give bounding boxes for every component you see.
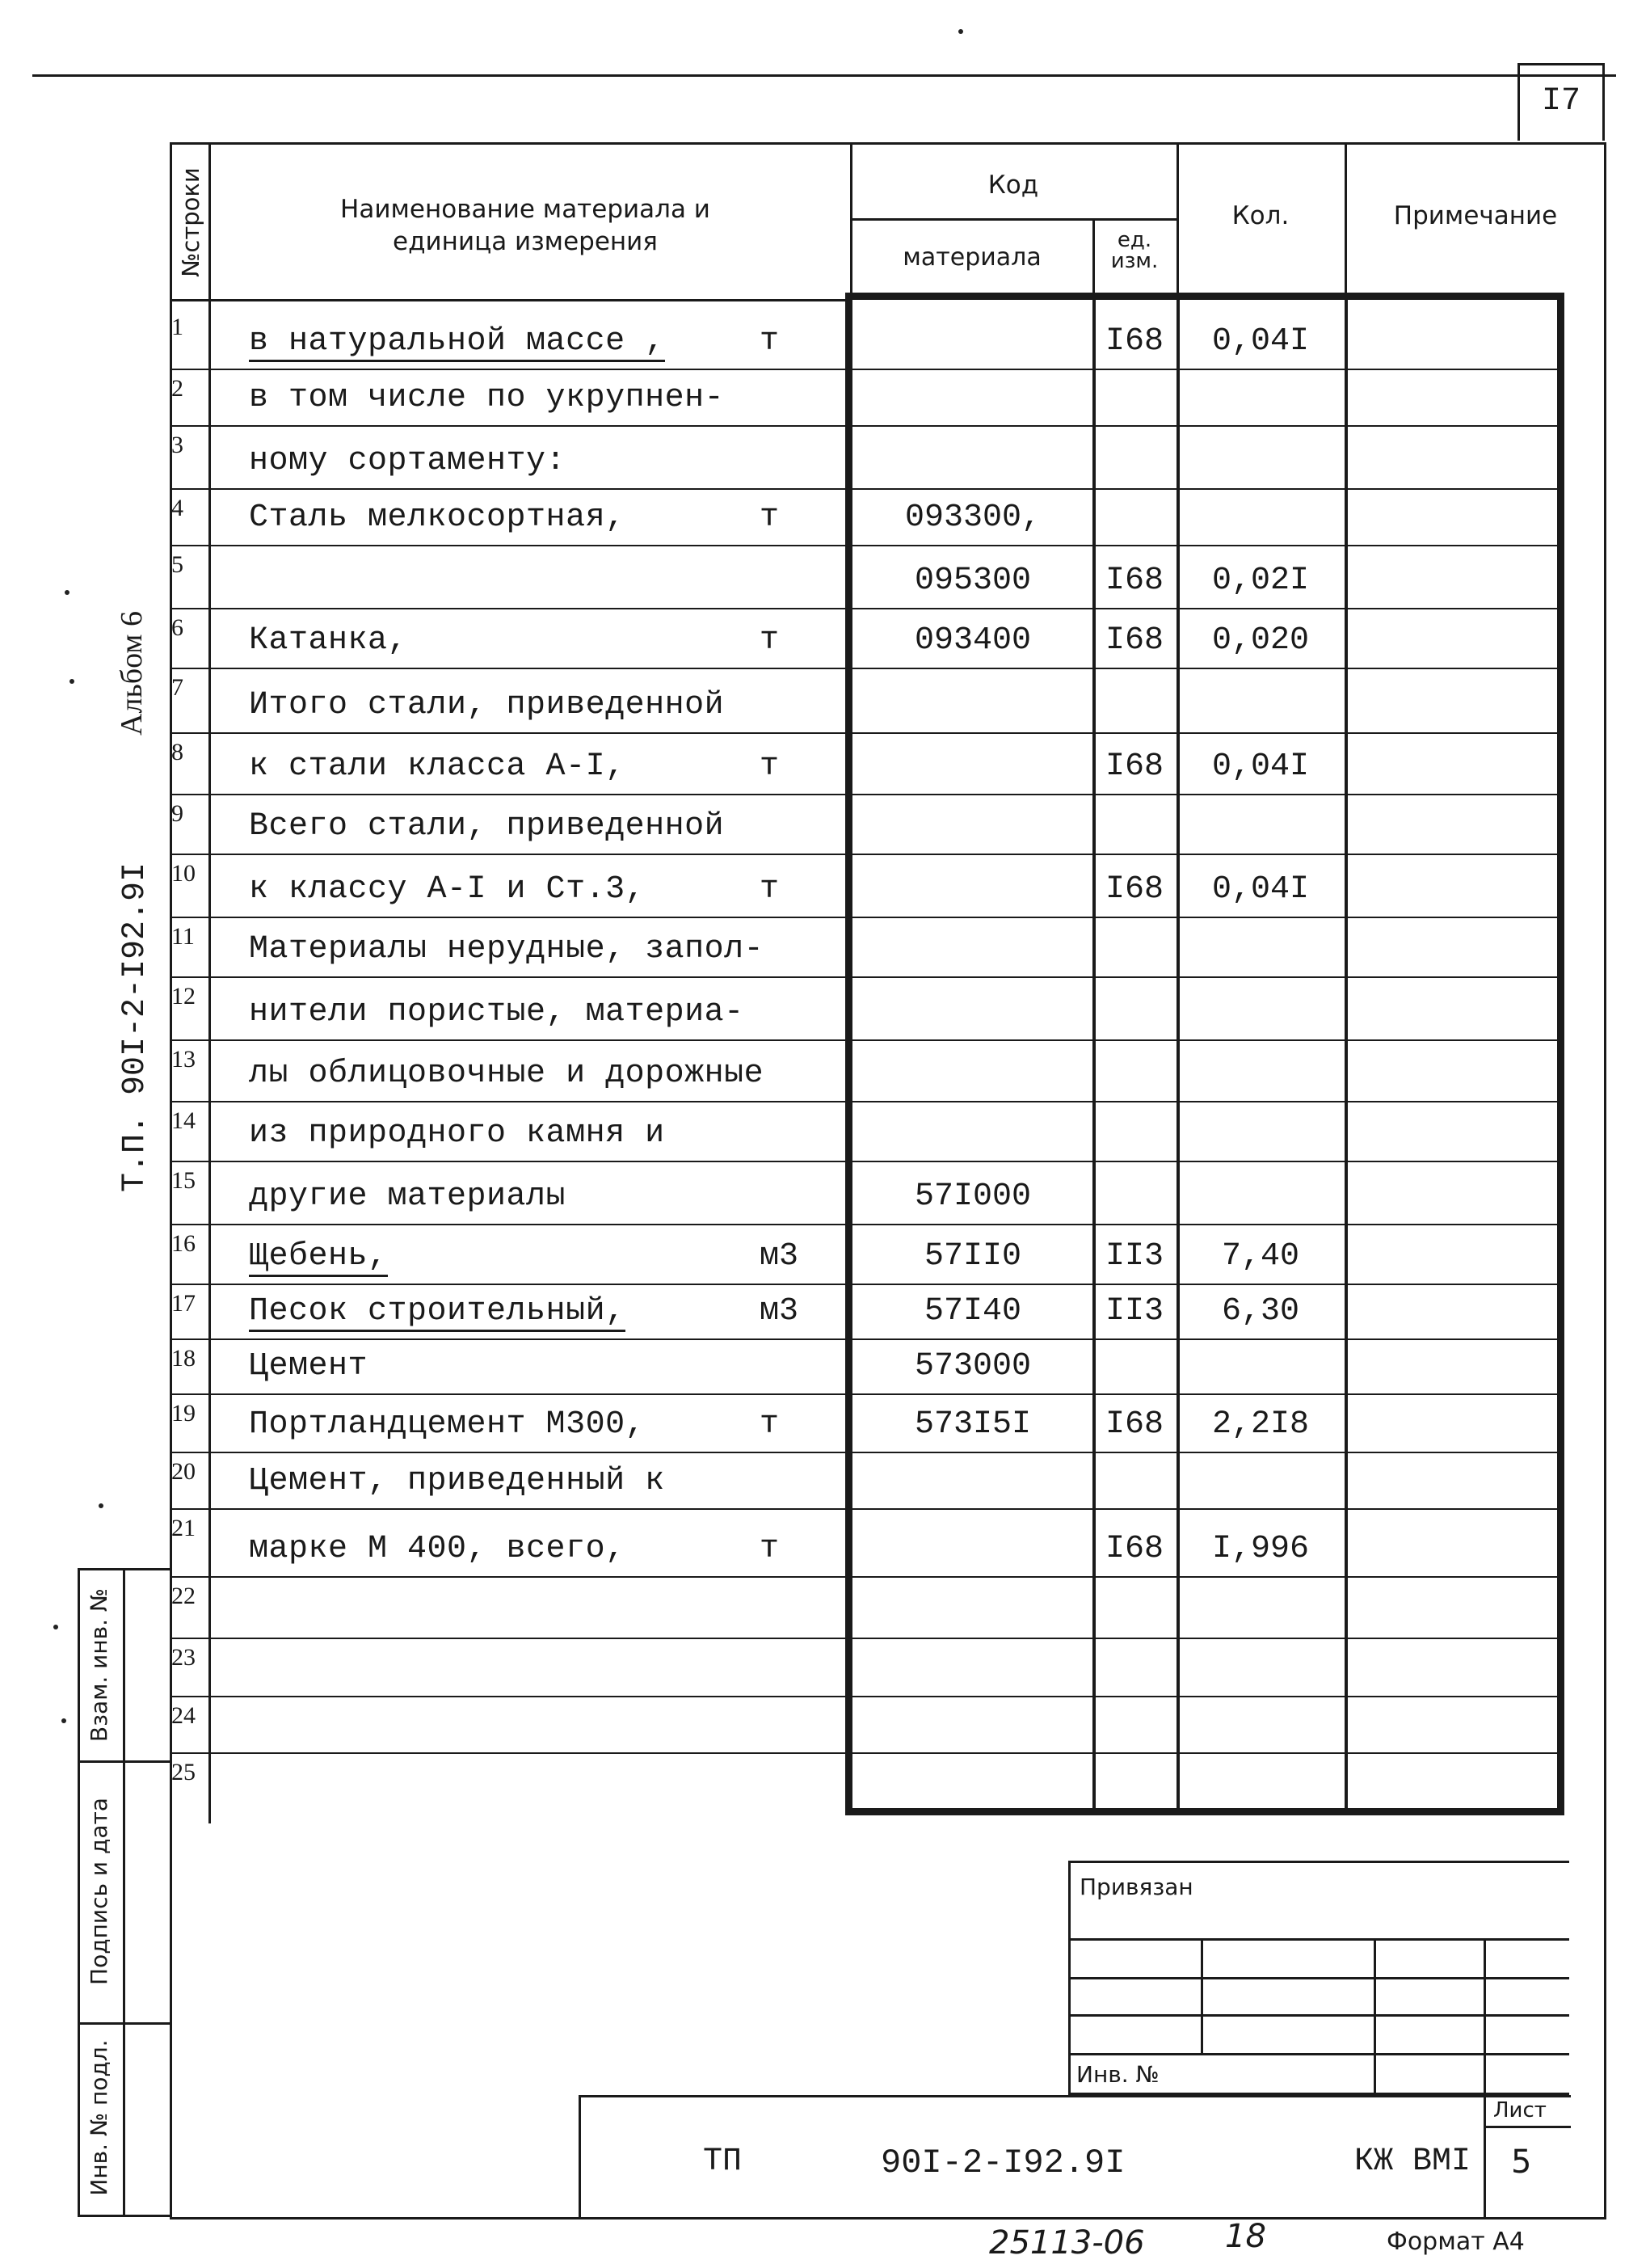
row-separator [170, 1284, 1564, 1285]
row-quantity: 0,04I [1211, 323, 1310, 360]
footer-order-no: 25113-06 [989, 2224, 1145, 2262]
footer-sheet: 18 [1225, 2218, 1266, 2255]
stamp-line-1 [1068, 1938, 1569, 1941]
stamp-line-4 [1068, 2053, 1569, 2055]
stamp-vline-3 [1484, 1938, 1486, 2095]
row-quantity: I,996 [1211, 1531, 1310, 1567]
row-unit-code: I68 [1105, 563, 1164, 599]
hdr-bottom [170, 299, 848, 301]
row-material-code: 093400 [914, 622, 1032, 659]
row-material-code: 573I5I [914, 1406, 1032, 1443]
side-album: Альбом 6 [115, 611, 149, 736]
row-number: 13 [171, 1046, 196, 1073]
row-number: 3 [171, 432, 183, 458]
row-number: 9 [171, 800, 183, 827]
header-name-line1: Наименование материала и [340, 195, 710, 224]
side-strip-mid [123, 1568, 125, 2215]
stamp-privyazan: Привязан [1080, 1874, 1193, 1900]
stamp-tp: ТП [703, 2144, 743, 2180]
row-number: 23 [171, 1644, 196, 1671]
row-unit: м3 [760, 1238, 799, 1275]
header-code: Код [987, 171, 1039, 200]
row-number: 2 [171, 375, 183, 402]
stamp-inv-no: Инв. № [1076, 2061, 1160, 2088]
row-number: 14 [171, 1107, 196, 1134]
hdr-div-2 [850, 142, 852, 299]
row-separator [170, 976, 1564, 978]
row-number: 12 [171, 983, 196, 1010]
row-separator [170, 1224, 1564, 1225]
header-name-line2: единица измерения [393, 227, 658, 256]
hdr-div-3 [1092, 218, 1095, 299]
row-separator [170, 794, 1564, 795]
row-unit: т [760, 871, 780, 908]
row-number: 20 [171, 1458, 196, 1485]
side-strip-div-2 [78, 2022, 170, 2025]
row-material-code: 573000 [914, 1348, 1032, 1385]
stamp-line-2 [1068, 1977, 1569, 1979]
row-number: 11 [171, 923, 195, 950]
row-name: Итого стали, приведенной [249, 687, 725, 723]
row-name: к стали класса А-I, [249, 748, 625, 785]
row-separator [170, 917, 1564, 918]
row-material-code: 57I000 [914, 1178, 1032, 1215]
row-number: 7 [171, 674, 183, 701]
side-podpis: Подпись и дата [86, 1798, 112, 1985]
row-material-code: 093300, [904, 500, 1042, 536]
row-separator [170, 854, 1564, 855]
row-separator [170, 1508, 1564, 1510]
speck [69, 679, 74, 684]
header-row-no: №строки [177, 167, 204, 277]
row-number: 24 [171, 1702, 196, 1729]
row-unit-code: II3 [1105, 1293, 1164, 1330]
row-name: Песок строительный, [249, 1293, 625, 1332]
row-name: Цемент [249, 1348, 368, 1385]
row-number: 10 [171, 860, 196, 887]
side-inv-podl: Инв. № подл. [86, 2039, 112, 2196]
row-name: в том числе по укрупнен- [249, 380, 725, 416]
row-name: лы облицовочные и дорожные [249, 1056, 764, 1092]
row-name: Цемент, приведенный к [249, 1463, 665, 1499]
row-name: марке М 400, всего, [249, 1531, 625, 1567]
row-quantity: 6,30 [1221, 1293, 1299, 1330]
row-number: 19 [171, 1400, 196, 1427]
row-separator [170, 488, 1564, 490]
row-quantity: 2,2I8 [1211, 1406, 1310, 1443]
stamp-kzh: КЖ ВМI [1354, 2144, 1471, 2180]
speck [61, 1718, 66, 1723]
row-separator [170, 545, 1564, 546]
row-name: Всего стали, приведенной [249, 808, 725, 845]
row-unit: т [760, 323, 780, 360]
row-separator [170, 668, 1564, 669]
side-strip-top [78, 1568, 170, 1570]
row-number: 5 [171, 551, 183, 578]
row-number: 15 [171, 1167, 196, 1194]
stamp-vline-1 [1201, 1938, 1203, 2055]
row-separator [170, 608, 1564, 609]
col-note-left [1345, 299, 1348, 1812]
row-unit: м3 [760, 1293, 799, 1330]
row-name: Щебень, [249, 1238, 388, 1277]
row-material-code: 57II0 [924, 1238, 1022, 1275]
hdr-div-5 [1345, 142, 1347, 299]
row-number: 6 [171, 614, 183, 641]
row-separator [170, 1161, 1564, 1162]
row-separator [170, 1696, 1564, 1697]
side-vzam: Взам. инв. № [86, 1587, 112, 1743]
row-separator [170, 1393, 1564, 1395]
row-separator [170, 425, 1564, 427]
row-quantity: 0,02I [1211, 563, 1310, 599]
row-separator [170, 1338, 1564, 1340]
page-number: I7 [1541, 83, 1581, 120]
row-quantity: 0,04I [1211, 748, 1310, 785]
page-number-box [1517, 63, 1605, 141]
row-unit: т [760, 500, 780, 536]
row-name: Портландцемент М300, [249, 1406, 646, 1443]
stamp-list-value: 5 [1511, 2144, 1532, 2181]
row-name: Материалы нерудные, запол- [249, 931, 764, 967]
stamp-list-label: Лист [1493, 2098, 1547, 2123]
row-unit: т [760, 622, 780, 659]
row-name: к классу А-I и Ст.3, [249, 871, 646, 908]
row-unit: т [760, 1406, 780, 1443]
row-name: другие материалы [249, 1178, 566, 1215]
row-number: 25 [171, 1759, 196, 1785]
row-unit-code: I68 [1105, 1531, 1164, 1567]
row-name: ному сортаменту: [249, 443, 566, 479]
row-quantity: 0,020 [1211, 622, 1310, 659]
row-unit: т [760, 1531, 780, 1567]
row-name: Катанка, [249, 622, 408, 659]
header-code-unit: ед. изм. [1110, 228, 1159, 273]
speck [53, 1625, 58, 1629]
row-number: 22 [171, 1583, 196, 1609]
row-unit: т [760, 748, 780, 785]
row-separator [170, 732, 1564, 734]
row-unit-code: I68 [1105, 1406, 1164, 1443]
stamp-doc-code: 90I-2-I92.9I [881, 2144, 1126, 2182]
row-number: 1 [171, 314, 183, 340]
row-quantity: 0,04I [1211, 871, 1310, 908]
row-name: Сталь мелкосортная, [249, 500, 625, 536]
col-qty-left [1176, 299, 1180, 1812]
row-name: нители пористые, материа- [249, 994, 744, 1031]
row-unit-code: II3 [1105, 1238, 1164, 1275]
row-name: в натуральной массе , [249, 323, 665, 362]
stamp-list-sep [1484, 2126, 1571, 2128]
row-name: из природного камня и [249, 1115, 665, 1152]
row-unit-code: I68 [1105, 748, 1164, 785]
footer-format: Формат А4 [1387, 2228, 1525, 2256]
stamp-list-div [1484, 2095, 1486, 2220]
row-separator [170, 1101, 1564, 1102]
row-number: 16 [171, 1230, 196, 1257]
row-separator [170, 1039, 1564, 1041]
row-separator [170, 369, 1564, 370]
row-separator [170, 1752, 1564, 1754]
header-qty: Кол. [1231, 201, 1290, 230]
row-number: 8 [171, 739, 183, 765]
row-material-code: 095300 [914, 563, 1032, 599]
row-quantity: 7,40 [1221, 1238, 1299, 1275]
row-number: 21 [171, 1515, 196, 1541]
row-material-code: 57I40 [924, 1293, 1022, 1330]
hdr-code-sep [850, 218, 1176, 221]
header-code-material: материала [903, 243, 1042, 272]
row-separator [170, 1452, 1564, 1453]
row-unit-code: I68 [1105, 323, 1164, 360]
hdr-div-4 [1176, 142, 1179, 299]
row-unit-code: I68 [1105, 871, 1164, 908]
header-note: Примечание [1393, 201, 1558, 230]
stamp-line-3 [1068, 2014, 1569, 2017]
row-number: 18 [171, 1345, 196, 1372]
side-strip-left [78, 1568, 80, 2215]
frame-top [170, 142, 1606, 145]
row-unit-code: I68 [1105, 622, 1164, 659]
stamp-vline-2 [1374, 1938, 1376, 2095]
side-strip-div-1 [78, 1760, 170, 1763]
row-separator [170, 1638, 1564, 1639]
row-separator [170, 1576, 1564, 1578]
row-number: 4 [171, 495, 183, 521]
speck [99, 1503, 103, 1508]
speck [65, 590, 69, 595]
side-album-code: Т.П. 90I-2-I92.9I [117, 862, 154, 1192]
speck [958, 29, 963, 34]
row-number: 17 [171, 1290, 196, 1317]
top-rule [32, 74, 1616, 77]
side-strip-bottom [78, 2215, 170, 2217]
